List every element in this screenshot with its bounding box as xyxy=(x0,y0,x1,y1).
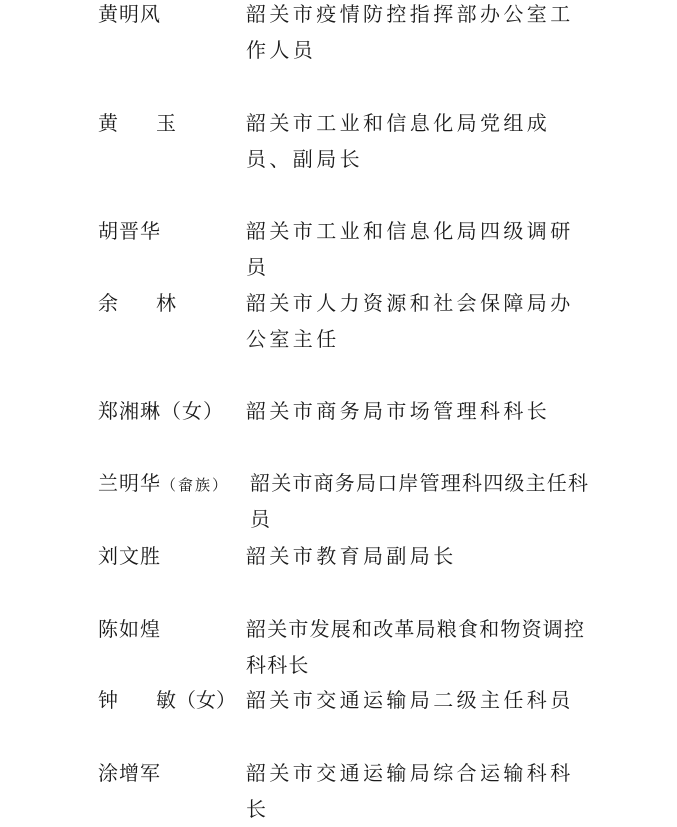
person-name: 胡晋华 xyxy=(98,219,161,243)
person-name: 余 林 xyxy=(98,291,176,315)
person-name: 兰明华（畲族） xyxy=(98,471,230,495)
person-title: 韶关市工业和信息化局党组成员、副局长 xyxy=(246,111,551,171)
person-name: 黄明风 xyxy=(98,2,161,26)
person-title: 韶关市商务局口岸管理科四级主任科员 xyxy=(250,471,590,531)
person-title: 韶关市工业和信息化局四级调研员 xyxy=(246,219,574,279)
person-title: 韶关市发展和改革局粮食和物资调控科科长 xyxy=(246,617,586,677)
person-name: 郑湘琳（女） xyxy=(98,399,224,423)
person-title: 韶关市商务局市场管理科科长 xyxy=(246,399,551,423)
person-title: 韶关市交通运输局二级主任科员 xyxy=(246,688,574,712)
person-title: 韶关市疫情防控指挥部办公室工作人员 xyxy=(246,2,574,62)
person-title: 韶关市教育局副局长 xyxy=(246,544,457,568)
person-name: 陈如煌 xyxy=(98,617,161,641)
person-name: 黄 玉 xyxy=(98,111,176,135)
person-title: 韶关市交通运输局综合运输科科长 xyxy=(246,761,574,821)
person-name: 刘文胜 xyxy=(98,544,161,568)
person-name: 钟 敏（女） xyxy=(98,688,236,712)
person-name: 涂增军 xyxy=(98,761,161,785)
person-title: 韶关市人力资源和社会保障局办公室主任 xyxy=(246,291,574,351)
